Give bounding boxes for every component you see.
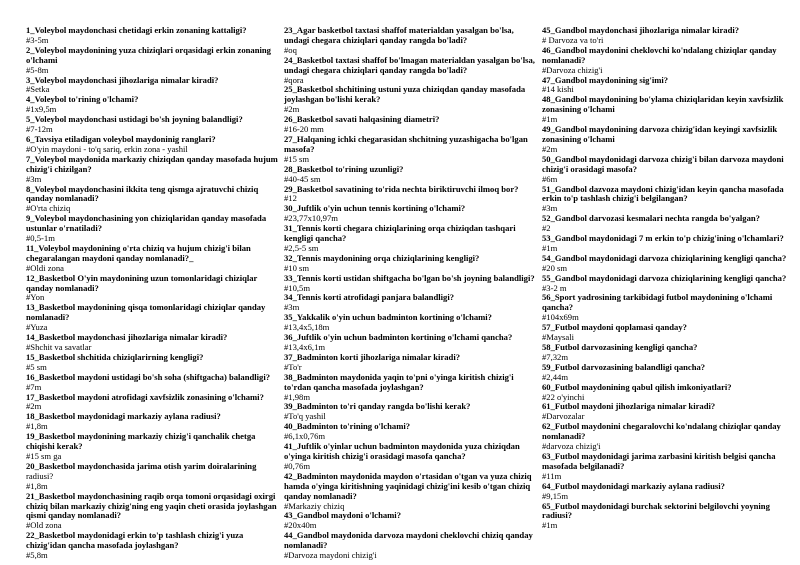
answer-text: #Darvozalar [542,411,585,422]
question-text: 42_Badminton maydonida maydon o'rtasidan o'tgan va yuza chiziq hamda o'yinga kiritishning yaqinidagi chizig'ini kesib o'tgan chiziq qanday nomlanadi? [284,470,532,501]
answer-text: #2,44m [542,371,569,382]
question-item [542,76,794,96]
question-item [542,125,794,155]
answer-text: #1,8m [26,421,48,432]
question-item [26,492,278,532]
question-text: 28_Basketbol to'rining uzunligi? [284,163,404,174]
answer-text: #O'yin maydoni - to'q sariq, erkin zona - yashil [26,143,188,154]
question-item [26,95,278,115]
question-item [26,244,278,274]
answer-text: #6,1x0,76m [284,431,326,442]
question-text: 23_Agar basketbol taxtasi shaffof materialdan yasalgan bo'lsa, undagi chegara chiziqlari qanday rangda bo'ladi? [284,25,514,45]
answer-text: #oq [284,44,297,55]
answer-text: #6m [542,173,558,184]
column-2 [284,26,542,565]
question-text: 64_Futbol maydonidagi markaziy aylana radiusi? [542,480,725,491]
question-item [26,155,278,185]
question-text: 24_Basketbol taxtasi shaffof bo'lmagan materialdan yasalgan bo'lsa, undagi chegara chiziqlari qanday rangda bo'ladi? [284,54,535,75]
question-text: 59_Futbol darvozasining balandligi qancha? [542,361,706,372]
answer-text: #Yuza [26,322,48,333]
question-item [284,56,536,86]
answer-text: #0,76m [284,460,311,471]
question-item [26,26,278,46]
question-text: 61_Futbol maydoni jihozlariga nimalar kiradi? [542,401,716,412]
answer-text: #15 sm ga [26,450,62,461]
question-text: 27_Halqaning ichki chegarasidan shchitning yuzashigacha bo'lgan masofa? [284,133,528,154]
question-item [542,422,794,452]
question-item [284,85,536,115]
question-text: 33_Tennis korti ustidan shiftgacha bo'lgan bo'sh joyning balandligi? [284,272,535,283]
question-item [284,531,536,561]
answer-text: #1x9,5m [26,104,57,115]
question-text: 40_Badminton to'rining o'lchami? [284,421,411,432]
answer-text: #3-2 m [542,282,567,293]
answer-text: #Maysali [542,332,574,343]
question-text: 1_Voleybol maydonchasi chetidagi erkin zonaning kattaligi? [26,25,247,35]
question-item [542,214,794,234]
question-item [542,343,794,363]
answer-text: #14 kishi [542,84,574,95]
question-item [542,363,794,383]
answer-text: #2m [26,401,42,412]
answer-text: #22 o'yinchi [542,391,585,402]
question-text: 65_Futbol maydonidagi burchak sektorini belgilovchi yoyning radiusi? [542,500,770,521]
answer-text: #Setka [26,84,50,95]
answer-text: #5 sm [26,361,47,372]
answer-text: #Markaziy chiziq [284,500,345,511]
question-item [284,185,536,205]
question-item [284,373,536,403]
answer-text: #7-12m [26,124,53,135]
answer-text: # Darvoza va to'ri [542,34,604,45]
answer-text: #3m [26,173,42,184]
answer-text: #5,8m [26,550,48,561]
question-item [542,383,794,403]
question-text: 32_Tennis maydonining orqa chiziqlarining kengligi? [284,252,480,263]
column-3 [542,26,800,565]
question-text: 36_Juftlik o'yin uchun badminton kortining o'lchami qancha? [284,332,513,343]
question-text: 30_Juftlik o'yin uchun tennis kortining o'lchami? [284,203,466,214]
question-item [284,511,536,531]
answer-text: #3m [542,203,558,214]
question-text: 20_Basketbol maydonchasida jarima otish yarim doiralarining [26,460,257,471]
answer-text: #7,32m [542,351,569,362]
question-item [26,393,278,413]
answer-text: #10,5m [284,282,311,293]
question-item [542,234,794,254]
question-text: 62_Futbol maydonini chegaralovchi ko'ndalang chiziqlar qanday nomlanadi? [542,421,781,442]
question-text: 38_Badminton maydonida yaqin to'pni o'yinga kiritish chizig'i to'rdan qancha masofada joylashgan? [284,371,514,392]
question-item [26,373,278,393]
question-item [542,26,794,46]
answer-text: #qora [284,74,304,85]
question-item [542,46,794,76]
question-text: 3_Voleybol maydonchasi jihozlariga nimalar kiradi? [26,74,219,85]
question-text: 39_Badminton to'ri qanday rangda bo'lishi kerak? [284,401,471,412]
answer-text: #Darvoza maydoni chizig'i [284,550,377,561]
question-text: 31_Tennis korti chegara chiziqlarining orqa chiziqdan tashqari kengligi qancha? [284,223,516,244]
question-text: 22_Basketbol maydonidagi erkin to'p tashlash chizig'i yuza chizig'idan qancha masofada joylashgan? [26,530,244,551]
question-item [284,333,536,353]
question-item [284,204,536,224]
question-text: 18_Basketbol maydonidagi markaziy aylana radiusi? [26,411,221,422]
question-text: 25_Basketbol shchitining ustuni yuza chiziqdan qanday masofada joylashgan bo'lishi kerak? [284,84,526,105]
question-text: 49_Gandbol maydonining darvoza chizig'idan keyingi xavfsizlik zonasining o'lchami [542,124,778,144]
answer-text: #darvoza chizig'i [542,441,601,452]
question-item [26,214,278,244]
question-item [284,224,536,254]
answer-text: #1m [542,242,558,253]
answer-text: #12 [284,193,297,204]
answer-text: #13,4x6,1m [284,342,326,352]
question-text: 52_Gandbol darvozasi kesmalari nechta rangda bo'yalgan? [542,213,760,224]
question-text: 12_Basketbol O'yin maydonining uzun tomonlaridagi chiziqlar qanday nomlanadi? [26,272,258,293]
question-text: 17_Basketbol maydoni atrofidagi xavfsizlik zonasining o'lchami? [26,391,264,402]
question-item [542,274,794,294]
answer-text: #2 [542,223,551,234]
answer-text: #Oldi zona [26,262,64,273]
question-item [26,115,278,135]
question-text: 63_Futbol maydonidagi jarima zarbasini kiritish belgisi qancha masofada belgilanadi? [542,450,776,471]
answer-text: #7m [26,381,42,392]
question-text: 37_Badminton korti jihozlariga nimalar kiradi? [284,351,461,362]
question-text: 9_Voleybol maydonchasining yon chiziqlaridan qanday masofada ustunlar o'rnatiladi? [26,213,267,234]
question-text: 26_Basketbol savati halqasining diametri? [284,114,440,125]
question-item [284,165,536,185]
question-text: 45_Gandbol maydonchasi jihozlariga nimalar kiradi? [542,25,740,35]
question-item [542,502,794,532]
question-text: 19_Basketbol maydonining markaziy chizig'i qanchalik chetga chiqishi kerak? [26,431,256,452]
answer-text: #1m [542,520,558,531]
question-item [26,412,278,432]
answer-text: #0,5-1m [26,233,55,244]
question-item [542,482,794,502]
answer-text: #9,15m [542,490,569,501]
question-item [26,353,278,373]
question-item [542,254,794,274]
question-item [284,274,536,294]
question-item [26,462,278,482]
answer-text: radiusi? [26,470,54,481]
question-item [542,155,794,185]
answer-text: #40-45 sm [284,173,321,184]
question-text: 16_Basketbol maydoni ustidagi bo'sh soha (shiftgacha) balandligi? [26,371,271,382]
answer-text: #20x40m [284,520,317,531]
answer-text: #To'r [284,361,302,372]
answer-text: #2,5-5 sm [284,242,319,253]
question-text: 8_Voleybol maydonchasini ikkita teng qismga ajratuvchi chiziq qanday nomlanadi? [26,183,259,204]
question-text: 60_Futbol maydonining qabul qilish imkoniyatlari? [542,381,732,392]
question-item [284,313,536,333]
question-item [26,274,278,304]
question-text: 57_Futbol maydoni qoplamasi qanday? [542,322,687,333]
question-text: 55_Gandbol maydonidagi darvoza chiziqlarining kengligi qancha? [542,272,787,283]
answer-text: #20 sm [542,262,568,273]
question-item [26,303,278,333]
question-item [26,531,278,561]
answer-text: #Old zona [26,520,62,531]
answer-text: #11m [542,470,562,481]
question-text: 13_Basketbol maydonining qisqa tomonlaridagi chiziqlar qanday nomlanadi? [26,302,266,323]
question-text: 35_Yakkalik o'yin uchun badminton kortining o'lchami? [284,312,492,323]
answer-text: #104x69m [542,312,579,323]
question-text: 29_Basketbol savatining to'rida nechta biriktiruvchi ilmoq bor? [284,183,519,194]
question-item [542,95,794,125]
column-1 [26,26,284,565]
answer-text: #13,4x5,18m [284,322,330,333]
question-text: 58_Futbol darvozasining kengligi qancha? [542,342,698,352]
question-text: 53_Gandbol maydonidagi 7 m erkin to'p chizig'ining o'lchamlari? [542,233,784,244]
answer-text: #1m [542,114,558,125]
question-item [26,135,278,155]
answer-text: #2m [284,104,300,115]
question-item [26,76,278,96]
question-text: 14_Basketbol maydonchasi jihozlariga nimalar kiradi? [26,332,228,343]
answer-text: #5-8m [26,64,49,75]
answer-text: #23,77x10,97m [284,213,338,224]
question-item [284,115,536,135]
answer-text: #2m [542,143,558,154]
question-item [542,323,794,343]
question-item [542,402,794,422]
question-text: 34_Tennis korti atrofidagi panjara balandligi? [284,292,454,303]
answer-text: #Shchit va savatlar [26,342,92,352]
question-item [284,422,536,442]
answer-text: #15 sm [284,153,310,164]
question-item [542,452,794,482]
answer-text: #Yon [26,292,45,303]
question-text: 15_Basketbol shchitida chiziqlarirning kengligi? [26,351,204,362]
question-text: 54_Gandbol maydonidagi darvoza chiziqlarining kengligi qancha? [542,252,787,263]
question-item [26,333,278,353]
question-text: 43_Gandbol maydoni o'lchami? [284,510,401,521]
question-item [26,46,278,76]
answer-text: #3-5m [26,34,49,45]
question-item [284,26,536,56]
question-item [284,135,536,165]
question-item [284,293,536,313]
question-text: 4_Voleybol to'rining o'lchami? [26,94,139,105]
question-item [542,293,794,323]
answer-text: #16-20 mm [284,124,324,135]
question-text: 44_Gandbol maydonida darvoza maydoni cheklovchi chiziq qanday nomlanadi? [284,530,533,551]
question-text: 21_Basketbol maydonchasining raqib orqa tomoni orqasidagi oxirgi chiziq bilan markaziy chizig'ning eng yaqin cheti orasida joylashgan qismi qanday nomlanadi? [26,490,277,521]
answer-text: #1,98m [284,391,311,402]
question-text: 47_Gandbol maydonining sig'imi? [542,74,669,85]
question-text: 6_Tavsiya etiladigan voleybol maydoninig ranglari? [26,133,216,144]
answer-text: #1,8m [26,480,48,491]
question-text: 5_Voleybol maydonchasi ustidagi bo'sh joyning balandligi? [26,114,243,125]
question-text: 41_Juftlik o'yinlar uchun badminton maydonida yuza chiziqdan o'yinga kiritish chizig'i orasidagi masofa qancha? [284,441,520,461]
question-text: 2_Voleybol maydonining yuza chiziqlari orqasidagi erkin zonaning o'lchami [26,44,271,65]
question-item [26,185,278,215]
question-item [26,432,278,462]
question-text: 50_Gandbol maydonidagi darvoza chizig'i bilan darvoza maydoni chizig'i orasidagi masofa? [542,153,784,174]
question-text: 46_Gandbol maydonini cheklovchi ko'ndalang chiziqlar qanday nomlanadi? [542,44,777,65]
question-text: 48_Gandbol maydonining bo'ylama chiziqlaridan keyin xavfsizlik zonasining o'lchami [542,94,784,115]
question-item [284,402,536,422]
answer-text: #Darvoza chizig'i [542,64,603,75]
answer-text: #To'q yashil [284,411,326,422]
question-item [284,472,536,512]
question-item [542,185,794,215]
answer-text: #O'rta chiziq [26,203,71,214]
question-text: 56_Sport yadrosining tarkibidagi futbol maydonining o'lchami qancha? [542,292,773,313]
question-text: 7_Voleybol maydonida markaziy chiziqdan qanday masofada hujum chizig'i chizilgan? [26,153,278,174]
question-item [284,353,536,373]
question-text: 51_Gandbol dazvoza maydoni chizig'idan keyin qancha masofada erkin to'p tashlash chizig'i belgilangan? [542,183,784,204]
answer-text: #3m [284,302,300,313]
answer-text: #10 sm [284,262,310,273]
question-item [284,254,536,274]
question-text: 11_Voleybol maydonining o'rta chiziq va hujum chizig'i bilan chegaralangan maydoni qanday nomlanadi?_ [26,242,251,263]
question-item [284,442,536,472]
